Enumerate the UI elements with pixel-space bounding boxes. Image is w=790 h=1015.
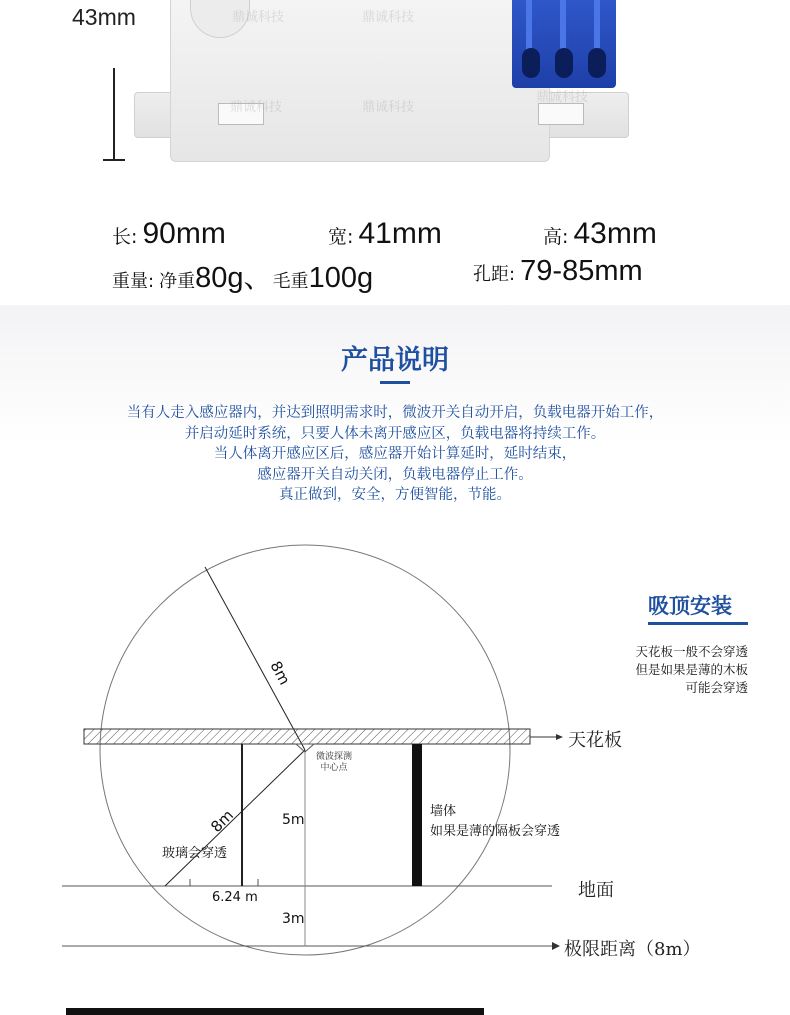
description-line: 真正做到，安全，方便智能，节能。 (279, 487, 511, 503)
description-line: 当有人走入感应器内，并达到照明需求时，微波开关自动开启，负载电器开始工作， (126, 405, 664, 421)
spec-height: 高: 43mm (543, 217, 657, 250)
spec-weight: 重量: 净重80g、毛重100g (112, 262, 374, 294)
radius-line-upper (205, 567, 305, 750)
watermark: 鼎诚科技 (232, 10, 285, 25)
ceiling-note-line: 可能会穿透 (685, 680, 748, 695)
wall-partition (412, 744, 422, 886)
height-dimension-line (113, 68, 115, 160)
section-title-underline (380, 381, 410, 384)
description-line: 并启动延时系统，只要人体未离开感应区，负载电器将持续工作。 (184, 425, 606, 442)
description-text (0, 403, 790, 506)
next-section-edge (66, 1008, 484, 1015)
radius-upper-label: 8m (266, 658, 294, 688)
ceiling-note-line: 天花板一般不会穿透 (635, 644, 748, 659)
watermark: 鼎诚科技 (536, 90, 589, 105)
height-5m-label: 5m (282, 812, 305, 828)
radius-lower-label: 8m (207, 806, 237, 836)
ground-radius-label: 6.24 m (212, 890, 258, 905)
spec-width: 宽: 41mm (328, 217, 442, 250)
description-line: 当人体离开感应区后，感应器开始计算延时，延时结束， (213, 446, 577, 462)
height-dimension-label: 43mm (72, 4, 136, 30)
ceiling-note-line: 但是如果是薄的木板 (635, 662, 748, 677)
spec-section (0, 195, 790, 305)
height-3m-label: 3m (282, 911, 305, 927)
wall-label: 墙体 (430, 804, 457, 819)
section-title: 产品说明 (341, 345, 449, 376)
watermark: 鼎诚科技 (362, 10, 415, 25)
watermark: 鼎诚科技 (230, 100, 283, 115)
ceiling-label: 天花板 (568, 730, 622, 751)
watermark: 鼎诚科技 (362, 100, 415, 115)
install-title-underline (648, 622, 748, 625)
limit-distance-label: 极限距离（8m） (564, 939, 701, 960)
detection-center-label: 微波探测 中心点 (316, 752, 353, 773)
mounting-slot-right (538, 103, 584, 125)
install-title: 吸顶安装 (648, 594, 732, 618)
ceiling-board (84, 729, 530, 744)
spec-hole-distance: 孔距: 79-85mm (473, 255, 643, 287)
terminal-block (512, 0, 616, 88)
wall-note: 如果是薄的隔板会穿透 (430, 824, 561, 839)
spec-length: 长: 90mm (112, 217, 226, 250)
product-photo (0, 0, 790, 195)
height-dimension-tick (103, 159, 125, 161)
description-line: 感应器开关自动关闭，负载电器停止工作。 (257, 466, 533, 483)
ground-label: 地面 (578, 880, 614, 901)
glass-label: 玻璃会穿透 (162, 846, 228, 861)
